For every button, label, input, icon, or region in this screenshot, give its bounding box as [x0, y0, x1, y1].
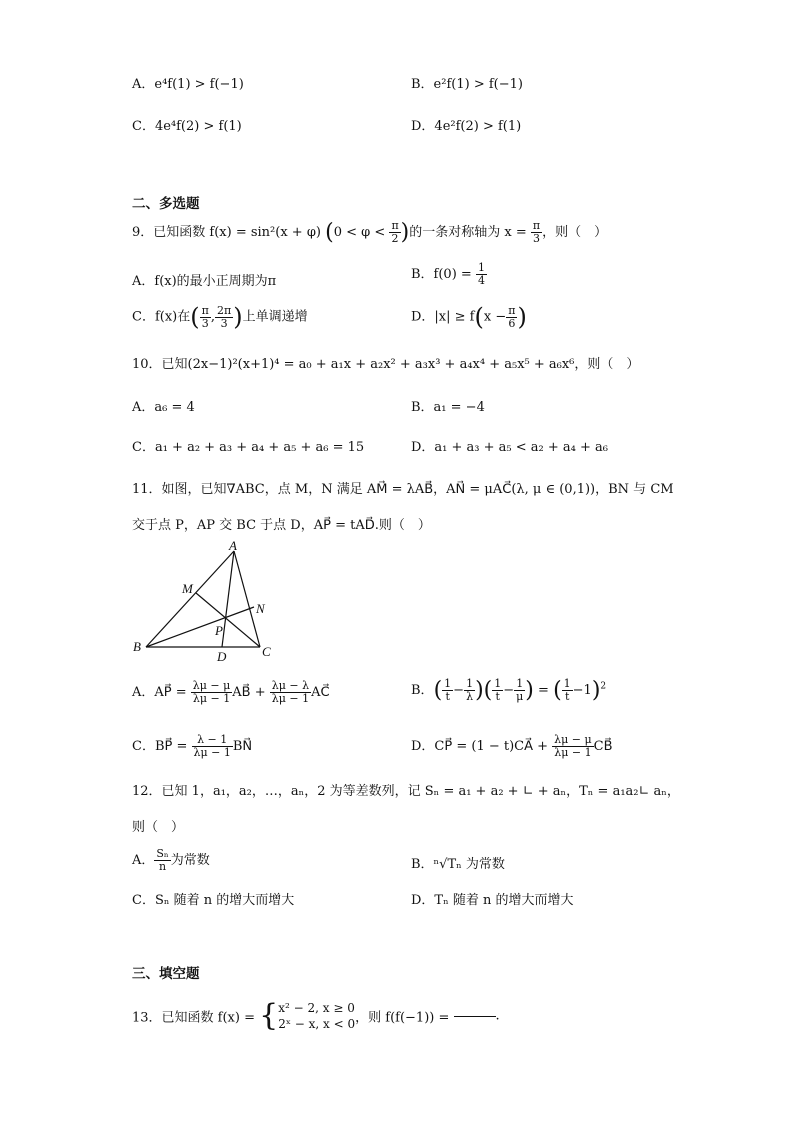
q11-stem-line2: 交于点 P，AP 交 BC 于点 D，AP⃗ = tAD⃗.则（ ）: [132, 518, 431, 533]
q10-option-a: A．a₆ = 4: [132, 400, 195, 415]
segment-bn: [146, 607, 254, 647]
q12-option-b: B．ⁿ√Tₙ 为常数: [411, 857, 505, 872]
q8-option-d: D．4e²f(2) > f(1): [411, 119, 522, 134]
q11-stem-line1: 11．如图，已知∇ABC，点 M，N 满足 AM⃗ = λAB⃗，AN⃗ = μAC⃗(λ, μ ∈ (0,1))，BN 与 CM: [132, 482, 674, 497]
q9-option-a: A．f(x)的最小正周期为π: [132, 274, 277, 289]
label-m: M: [182, 581, 193, 596]
q9-stem-c: ，则（ ）: [542, 225, 608, 240]
label-n: N: [256, 601, 265, 616]
q9-pi-over-3: $\frac{\pi}{3}$: [532, 219, 541, 245]
q11-option-d: D．CP⃗ = (1 − t)CA⃗ + $\frac{\lambda\mu - \mu}{\lambda\mu - 1}$ CB⃗: [411, 733, 613, 759]
q9-pi-over-2: $\frac{\pi}{2}$: [391, 219, 399, 245]
q9-stem-a: 9．已知函数 f(x) = sin²(x + φ): [132, 225, 321, 240]
section-title-fill-in: 三、填空题: [132, 966, 200, 982]
q11-option-a: A．AP⃗ = $\frac{\lambda\mu - \mu}{\lambda\mu - 1}$ AB⃗ + $\frac{\lambda\mu - \lambda}{\lambda\mu - 1}$ AC⃗: [132, 679, 330, 705]
label-p: P: [215, 623, 223, 638]
section-title-multiple-choice: 二、多选题: [132, 196, 200, 212]
q9-stem: 9．已知函数 f(x) = sin²(x + φ) (0 < φ < $\frac{\pi}{2}$ )的一条对称轴为 x = $\frac{\pi}{3}$ ，则（ ）: [132, 219, 608, 245]
q8-option-b: B．e²f(1) > f(−1): [411, 77, 523, 92]
q9-option-d: D．|x| ≥ f(x − $\frac{\pi}{6}$ ): [411, 303, 527, 331]
label-d: D: [217, 649, 227, 664]
q13-answer-blank[interactable]: [454, 1016, 496, 1017]
q9-option-c: C．f(x)在( $\frac{\pi}{3}$ , $\frac{2\pi}{3}$ )上单调递增: [132, 303, 308, 331]
q8-option-c: C．4e⁴f(2) > f(1): [132, 119, 242, 134]
q8-option-a: A．e⁴f(1) > f(−1): [132, 77, 244, 92]
label-b: B: [133, 639, 141, 654]
q9-option-b: B．f(0) = $\frac{1}{4}$: [411, 261, 485, 287]
q12-option-a: A． $\frac{\text{Sₙ}}{n}$ 为常数: [132, 847, 210, 873]
edge-ac: [234, 551, 260, 647]
q9-phi-cond: 0 < φ <: [333, 225, 386, 240]
q13-piecewise-cases: x² − 2, x ≥ 0 2ˣ − x, x < 0: [278, 1001, 356, 1031]
q13-stem: 13．已知函数 f(x) = { x² − 2, x ≥ 0 2ˣ − x, x < 0 ，则 f(f(−1)) = .: [132, 998, 500, 1033]
q9-stem-b: 的一条对称轴为 x =: [409, 225, 527, 240]
q10-option-c: C．a₁ + a₂ + a₃ + a₄ + a₅ + a₆ = 15: [132, 440, 365, 455]
q11-triangle-figure: [128, 535, 288, 665]
segment-ad: [222, 551, 234, 647]
q12-option-c: C．Sₙ 随着 n 的增大而增大: [132, 893, 295, 908]
q12-option-d: D．Tₙ 随着 n 的增大而增大: [411, 893, 574, 908]
label-c: C: [262, 644, 271, 659]
q12-stem-line1: 12．已知 1，a₁，a₂，…，aₙ，2 为等差数列，记 Sₙ = a₁ + a₂ + ∟ + aₙ，Tₙ = a₁a₂∟ aₙ，: [132, 784, 680, 799]
q10-option-d: D．a₁ + a₃ + a₅ < a₂ + a₄ + a₆: [411, 440, 608, 455]
label-a: A: [229, 538, 237, 553]
q10-option-b: B．a₁ = −4: [411, 400, 485, 415]
q11-option-c: C．BP⃗ = $\frac{\lambda - 1}{\lambda\mu - 1}$ BN⃗: [132, 733, 253, 759]
q10-stem: 10．已知(2x−1)²(x+1)⁴ = a₀ + a₁x + a₂x² + a₃x³ + a₄x⁴ + a₅x⁵ + a₆x⁶，则（ ）: [132, 357, 640, 372]
q11-option-b: B．( $\frac{1}{t}$ − $\frac{1}{\lambda}$ )( $\frac{1}{t}$ − $\frac{1}{\mu}$ ) = ( $\frac{1}{t}$ −1)$^2$: [411, 677, 607, 703]
q9-one-quarter: $\frac{1}{4}$: [477, 261, 485, 287]
q12-stem-line2: 则（ ）: [132, 820, 185, 835]
